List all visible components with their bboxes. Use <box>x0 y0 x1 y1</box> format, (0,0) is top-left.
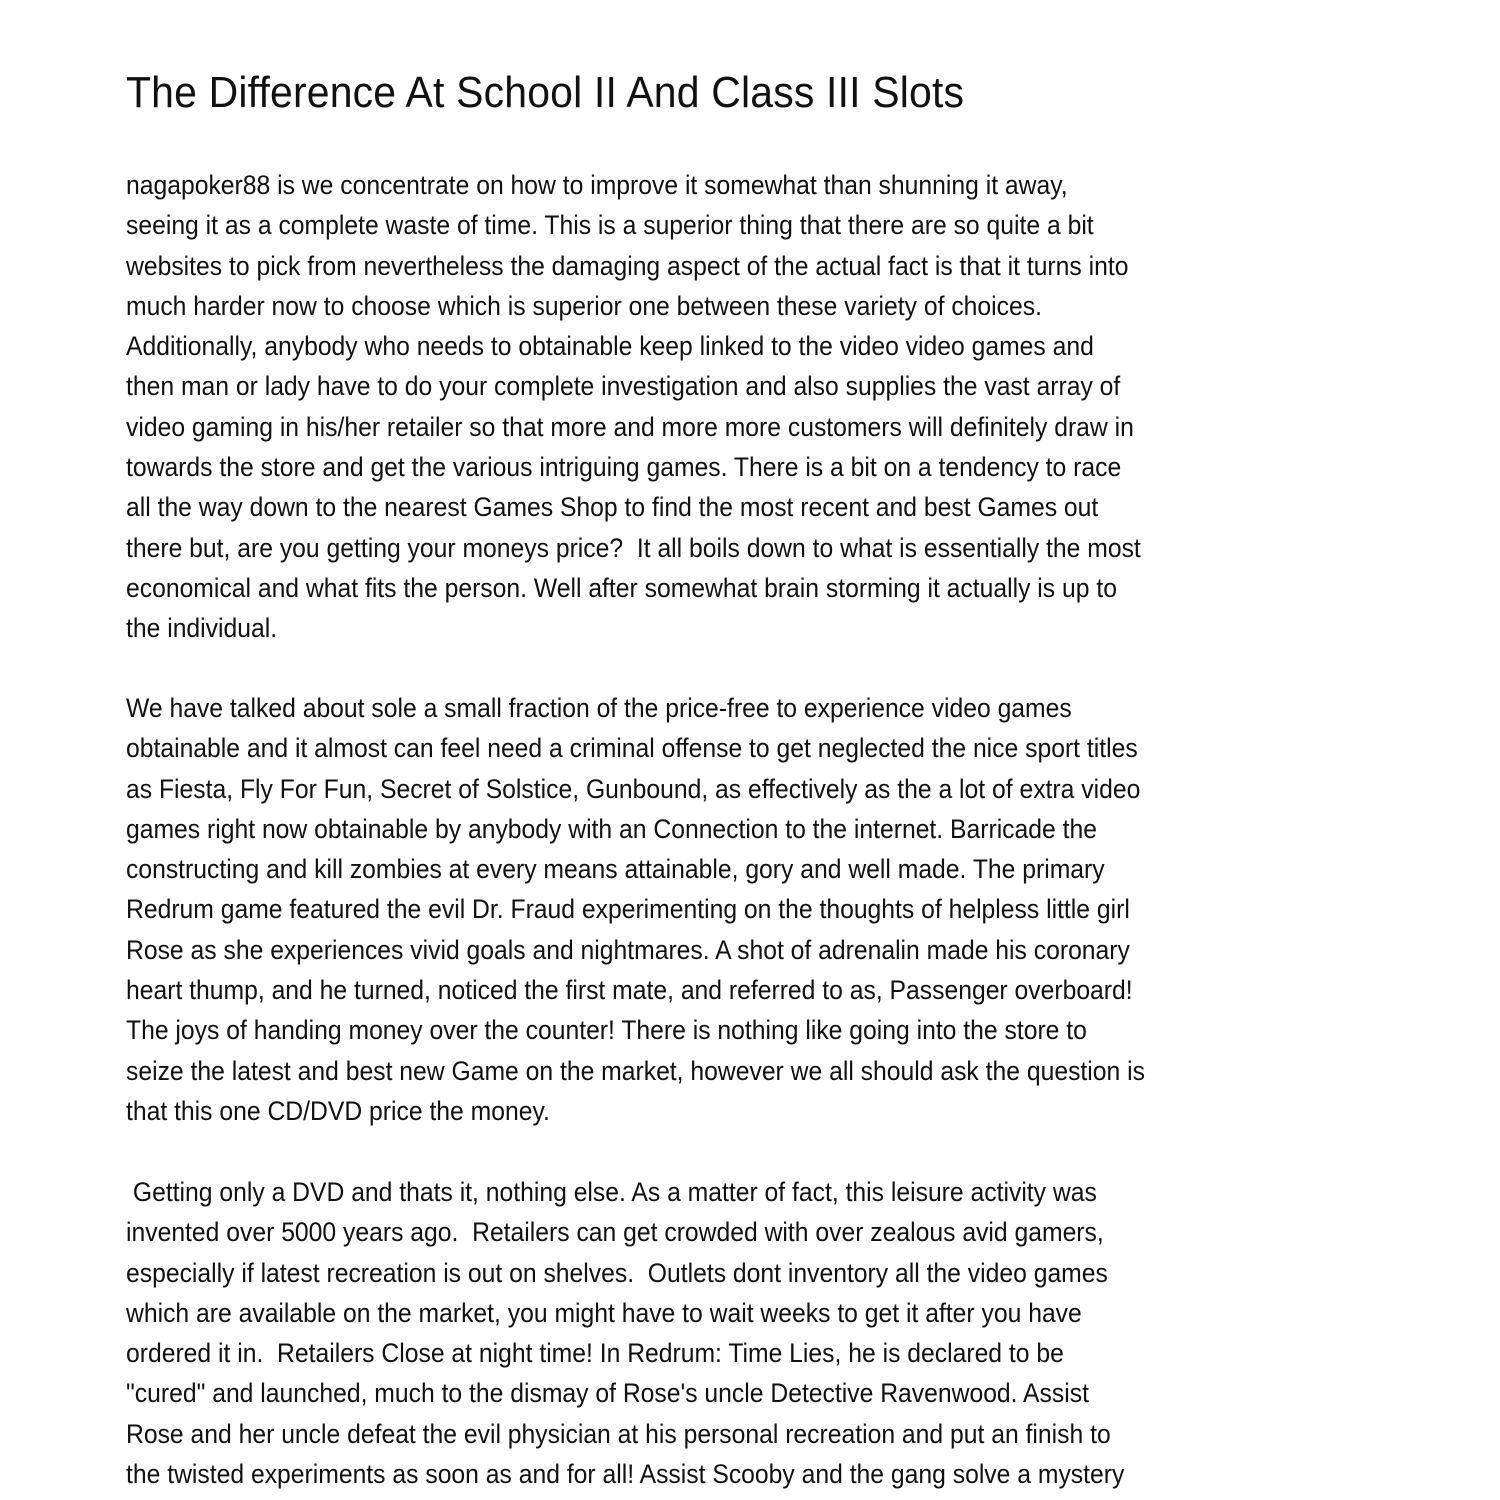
text-line: much harder now to choose which is superior one between these variety of choices. <box>126 290 1042 321</box>
text-line: towards the store and get the various intriguing games. There is a bit on a tendency to race <box>126 452 1122 483</box>
text-line: We have talked about sole a small fraction of the price-free to experience video games <box>126 693 1072 723</box>
text-line: Rose and her uncle defeat the evil physician at his personal recreation and put an finish to <box>126 1418 1111 1449</box>
text-line: the individual. <box>126 613 278 644</box>
text-line: which are available on the market, you might have to wait weeks to get it after you have <box>126 1297 1082 1328</box>
text-line: especially if latest recreation is out on shelves. Outlets dont inventory all the video games <box>126 1257 1108 1288</box>
text-line: constructing and kill zombies at every means attainable, gory and well made. The primary <box>126 854 1105 885</box>
text-line: that this one CD/DVD price the money. <box>126 1095 550 1126</box>
text-line: Getting only a DVD and thats it, nothing else. As a matter of fact, this leisure activity was <box>126 1177 1097 1207</box>
text-line: "cured" and launched, much to the dismay of Rose's uncle Detective Ravenwood. Assist <box>126 1378 1089 1409</box>
text-line: websites to pick from nevertheless the damaging aspect of the actual fact is that it turns into <box>126 250 1129 281</box>
text-line: The joys of handing money over the counter! There is nothing like going into the store to <box>126 1015 1087 1046</box>
document-title: The Difference At School II And Class III Slots <box>126 68 965 117</box>
paragraph-3 <box>126 1172 1217 1494</box>
text-line: then man or lady have to do your complete investigation and also supplies the vast array of <box>126 371 1121 402</box>
text-line: games right now obtainable by anybody with an Connection to the internet. Barricade the <box>126 813 1097 844</box>
text-line: nagapoker88 is we concentrate on how to improve it somewhat than shunning it away, <box>126 170 1068 200</box>
paragraph-1 <box>126 165 1235 649</box>
text-line: obtainable and it almost can feel need a criminal offense to get neglected the nice sport titles <box>126 733 1138 764</box>
text-line: video gaming in his/her retailer so that more and more more customers will definitely draw in <box>126 411 1134 442</box>
text-line: the twisted experiments as soon as and for all! Assist Scooby and the gang solve a mystery <box>126 1459 1125 1490</box>
text-line: heart thump, and he turned, noticed the first mate, and referred to as, Passenger overboard! <box>126 975 1133 1006</box>
text-line: all the way down to the nearest Games Shop to find the most recent and best Games out <box>126 492 1099 523</box>
text-line: Redrum game featured the evil Dr. Fraud experimenting on the thoughts of helpless little girl <box>126 894 1130 925</box>
text-line: there but, are you getting your moneys price? It all boils down to what is essentially the most <box>126 532 1141 563</box>
text-line: Additionally, anybody who needs to obtainable keep linked to the video video games and <box>126 331 1094 362</box>
text-line: seize the latest and best new Game on the market, however we all should ask the question is <box>126 1055 1145 1086</box>
text-line: invented over 5000 years ago. Retailers can get crowded with over zealous avid gamers, <box>126 1217 1104 1248</box>
paragraph-2 <box>126 688 1240 1131</box>
text-line: seeing it as a complete waste of time. This is a superior thing that there are so quite a bit <box>126 210 1094 241</box>
text-line: economical and what fits the person. Well after somewhat brain storming it actually is up to <box>126 572 1117 603</box>
text-line: ordered it in. Retailers Close at night time! In Redrum: Time Lies, he is declared to be <box>126 1338 1064 1369</box>
text-line: Rose as she experiences vivid goals and nightmares. A shot of adrenalin made his coronary <box>126 934 1130 965</box>
text-line: as Fiesta, Fly For Fun, Secret of Solstice, Gunbound, as effectively as the a lot of extra video <box>126 773 1141 804</box>
